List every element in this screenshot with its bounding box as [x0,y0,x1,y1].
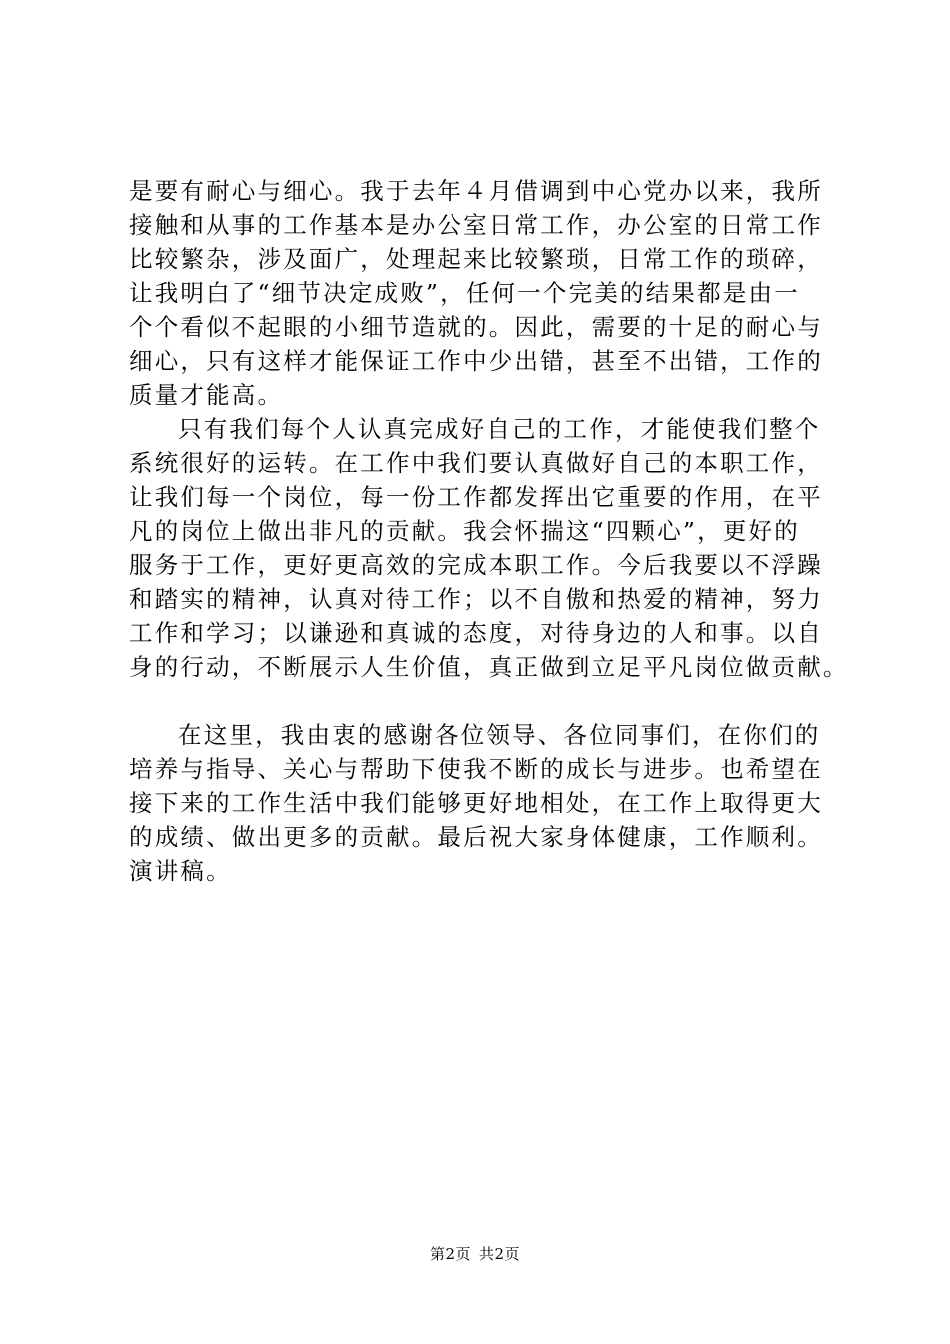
text-line: 接触和从事的工作基本是办公室日常工作，办公室的日常工作 [129,211,823,239]
text-line: 身的行动，不断展示人生价值，真正做到立足平凡岗位做贡献。 [129,653,849,681]
page-number: 第2页 [429,1245,471,1263]
text-line: 凡的岗位上做出非凡的贡献。我会怀揣这“四颗心”，更好的 [129,517,800,545]
text-line: 在这里，我由衷的感谢各位领导、各位同事们，在你们的 [178,721,821,749]
text-line: 和踏实的精神，认真对待工作；以不自傲和热爱的精神，努力 [129,585,823,613]
paragraph-1 [129,174,851,412]
page-footer [0,1244,950,1264]
text-line: 比较繁杂，涉及面广，处理起来比较繁琐，日常工作的琐碎， [129,245,823,273]
text-line: 个个看似不起眼的小细节造就的。因此，需要的十足的耐心与 [129,313,823,341]
paragraph-2 [129,412,851,684]
text-line: 培养与指导、关心与帮助下使我不断的成长与进步。也希望在 [129,755,823,783]
text-line: 是要有耐心与细心。我于去年４月借调到中心党办以来，我所 [129,177,823,205]
text-line: 接下来的工作生活中我们能够更好地相处，在工作上取得更大 [129,789,823,817]
text-line: 让我们每一个岗位，每一份工作都发挥出它重要的作用，在平 [129,483,823,511]
document-body [129,174,851,888]
text-line: 服务于工作，更好更高效的完成本职工作。今后我要以不浮躁 [129,551,823,579]
paragraph-3 [129,718,851,888]
text-line: 的成绩、做出更多的贡献。最后祝大家身体健康，工作顺利。 [129,823,823,851]
text-line: 让我明白了“细节决定成败”，任何一个完美的结果都是由一 [129,279,800,307]
text-line: 只有我们每个人认真完成好自己的工作，才能使我们整个 [178,415,821,443]
text-line: 细心，只有这样才能保证工作中少出错，甚至不出错，工作的 [129,347,823,375]
paragraph-spacer [129,684,851,718]
text-line: 演讲稿。 [129,857,232,885]
text-line: 工作和学习；以谦逊和真诚的态度，对待身边的人和事。以自 [129,619,823,647]
page-total: 共2页 [479,1245,521,1263]
text-line: 质量才能高。 [129,381,284,409]
text-line: 系统很好的运转。在工作中我们要认真做好自己的本职工作， [129,449,823,477]
